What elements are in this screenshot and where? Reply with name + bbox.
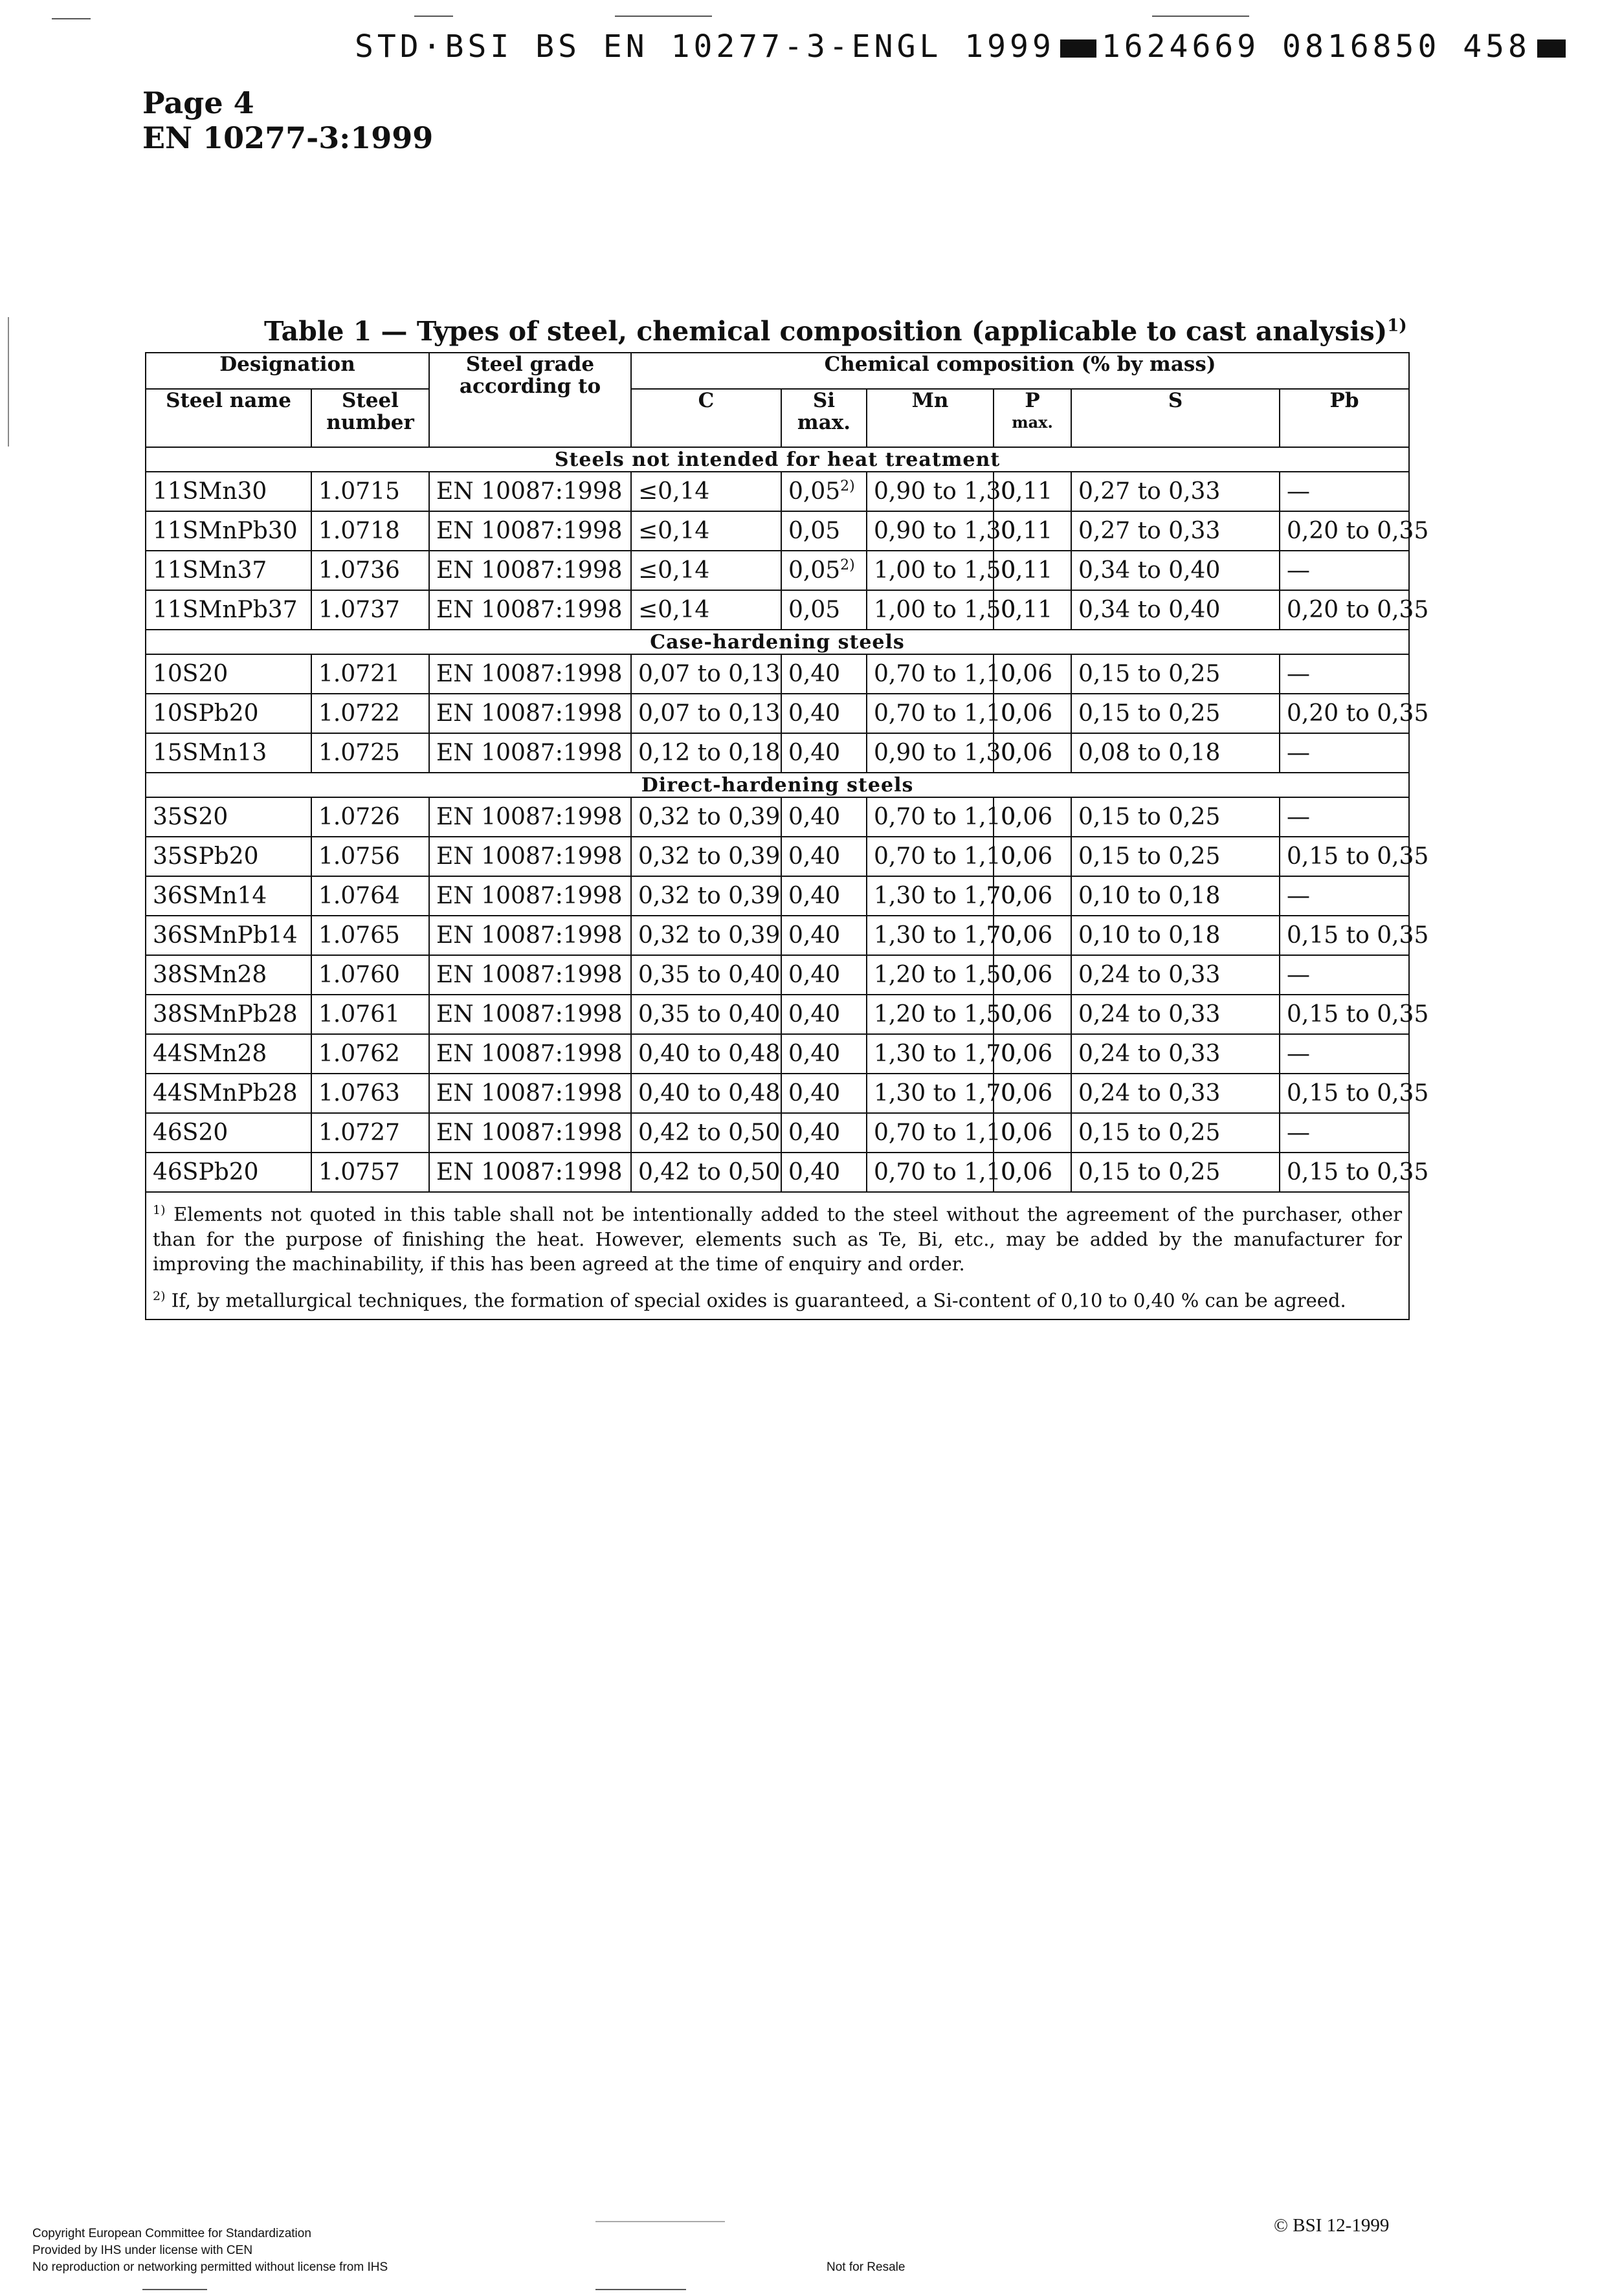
cell-si-value: 0,40 — [788, 740, 841, 766]
cell-grade: EN 10087:1998 — [429, 654, 631, 694]
footnote-1-text: Elements not quoted in this table shall not be intentionally added to the steel without the agreement of the purchaser, other than for the purpose of finishing the heat. However, elements such as Te, Bi, etc., may be added by the manufacturer for improving the machinability, if this has been agreed at the time of enquiry and order. — [153, 1203, 1403, 1275]
cell-si-value: 0,40 — [788, 883, 841, 909]
cell-pb: — — [1280, 1034, 1409, 1074]
cell-si — [781, 1113, 867, 1153]
document-stamp — [355, 28, 1566, 65]
cell-name: 11SMn37 — [146, 551, 311, 590]
scan-mark — [615, 16, 712, 17]
cell-pb: — — [1280, 876, 1409, 916]
cell-p: 0,06 — [994, 797, 1071, 837]
cell-number: 1.0757 — [311, 1153, 429, 1192]
cell-si — [781, 955, 867, 995]
cell-name: 35SPb20 — [146, 837, 311, 876]
cell-si — [781, 551, 867, 590]
cell-s: 0,15 to 0,25 — [1071, 1153, 1280, 1192]
cell-mn: 1,30 to 1,70 — [867, 1074, 994, 1113]
table-row — [146, 551, 1409, 590]
cell-number: 1.0736 — [311, 551, 429, 590]
cell-p: 0,06 — [994, 733, 1071, 773]
cell-p: 0,06 — [994, 1034, 1071, 1074]
header-mn: Mn — [867, 389, 994, 447]
table-row — [146, 797, 1409, 837]
steel-composition-table — [145, 352, 1429, 1320]
section-title: Direct-hardening steels — [146, 773, 1409, 797]
cell-grade: EN 10087:1998 — [429, 511, 631, 551]
cell-p: 0,06 — [994, 955, 1071, 995]
cell-si — [781, 995, 867, 1034]
header-p-max: max. — [1012, 413, 1053, 432]
cell-si — [781, 1034, 867, 1074]
cell-c: 0,42 to 0,50 — [631, 1113, 781, 1153]
cell-s: 0,10 to 0,18 — [1071, 916, 1280, 955]
cell-si — [781, 797, 867, 837]
table-row — [146, 837, 1409, 876]
cell-si — [781, 654, 867, 694]
cell-number: 1.0760 — [311, 955, 429, 995]
cell-number: 1.0727 — [311, 1113, 429, 1153]
copyright-line: Copyright European Committee for Standardization — [32, 2227, 311, 2240]
footnote-2-text: If, by metallurgical techniques, the formation of special oxides is guaranteed, a Si-content of 0,10 to 0,40 % can be agreed. — [171, 1289, 1346, 1312]
cell-number: 1.0762 — [311, 1034, 429, 1074]
cell-c: 0,32 to 0,39 — [631, 837, 781, 876]
cell-c: 0,32 to 0,39 — [631, 916, 781, 955]
cell-s: 0,15 to 0,25 — [1071, 797, 1280, 837]
cell-c: 0,32 to 0,39 — [631, 797, 781, 837]
scan-mark — [595, 2289, 686, 2290]
cell-s: 0,15 to 0,25 — [1071, 654, 1280, 694]
scan-mark — [1152, 16, 1249, 17]
cell-pb: 0,15 to 0,35 — [1280, 1074, 1409, 1113]
table-row — [146, 916, 1409, 955]
section-header-row — [146, 447, 1409, 472]
cell-p: 0,11 — [994, 472, 1071, 511]
header-designation: Designation — [146, 353, 429, 389]
cell-s: 0,34 to 0,40 — [1071, 551, 1280, 590]
cell-number: 1.0721 — [311, 654, 429, 694]
cell-si — [781, 694, 867, 733]
cell-si-value: 0,40 — [788, 661, 841, 687]
table-row — [146, 1074, 1409, 1113]
cell-c: ≤0,14 — [631, 511, 781, 551]
cell-p: 0,06 — [994, 1074, 1071, 1113]
cell-mn: 0,70 to 1,10 — [867, 837, 994, 876]
cell-si — [781, 511, 867, 551]
cell-si — [781, 916, 867, 955]
table-row — [146, 955, 1409, 995]
cell-si-value: 0,40 — [788, 843, 841, 870]
scan-mark — [414, 16, 453, 17]
table-title — [264, 316, 1429, 347]
cell-si-value: 0,40 — [788, 1120, 841, 1146]
table-row — [146, 590, 1409, 630]
cell-pb: — — [1280, 797, 1409, 837]
cell-grade: EN 10087:1998 — [429, 797, 631, 837]
cell-c: 0,07 to 0,13 — [631, 654, 781, 694]
cell-mn: 0,70 to 1,10 — [867, 797, 994, 837]
cell-s: 0,15 to 0,25 — [1071, 837, 1280, 876]
table-row — [146, 511, 1409, 551]
cell-name: 38SMn28 — [146, 955, 311, 995]
cell-pb: 0,20 to 0,35 — [1280, 511, 1409, 551]
header-steel-grade: Steel grade according to — [429, 353, 631, 447]
cell-si — [781, 733, 867, 773]
header-si-max: max. — [797, 411, 851, 434]
cell-si — [781, 876, 867, 916]
cell-s: 0,08 to 0,18 — [1071, 733, 1280, 773]
cell-p: 0,06 — [994, 654, 1071, 694]
cell-si-value: 0,05 — [788, 597, 841, 623]
cell-s: 0,24 to 0,33 — [1071, 1034, 1280, 1074]
table-row — [146, 995, 1409, 1034]
cell-c: ≤0,14 — [631, 590, 781, 630]
cell-si-value: 0,40 — [788, 1041, 841, 1067]
cell-c: 0,35 to 0,40 — [631, 955, 781, 995]
cell-p: 0,11 — [994, 551, 1071, 590]
cell-grade: EN 10087:1998 — [429, 1153, 631, 1192]
cell-s: 0,27 to 0,33 — [1071, 511, 1280, 551]
copyright-notice — [32, 2225, 388, 2276]
cell-si-value: 0,05 — [788, 518, 841, 544]
cell-number: 1.0764 — [311, 876, 429, 916]
cell-p: 0,06 — [994, 995, 1071, 1034]
stamp-end-mark — [1537, 39, 1566, 58]
cell-si-value: 0,05 — [788, 557, 841, 584]
stamp-text: STD·BSI BS EN 10277-3-ENGL 1999 — [355, 28, 1055, 65]
cell-mn: 1,30 to 1,70 — [867, 876, 994, 916]
cell-number: 1.0756 — [311, 837, 429, 876]
cell-si — [781, 837, 867, 876]
scan-mark — [52, 18, 91, 19]
footnote-1 — [153, 1198, 1402, 1276]
page-identifier — [142, 85, 433, 155]
cell-c: 0,40 to 0,48 — [631, 1074, 781, 1113]
cell-p: 0,06 — [994, 916, 1071, 955]
cell-mn: 1,20 to 1,50 — [867, 995, 994, 1034]
table-body — [146, 447, 1429, 1192]
cell-name: 44SMnPb28 — [146, 1074, 311, 1113]
footnote-2 — [153, 1284, 1402, 1313]
cell-mn: 1,00 to 1,50 — [867, 551, 994, 590]
cell-mn: 1,00 to 1,50 — [867, 590, 994, 630]
stamp-codes: 1624669 0816850 458 — [1101, 28, 1531, 65]
header-steel-name: Steel name — [146, 389, 311, 447]
cell-grade: EN 10087:1998 — [429, 876, 631, 916]
cell-grade: EN 10087:1998 — [429, 694, 631, 733]
cell-grade: EN 10087:1998 — [429, 733, 631, 773]
cell-grade: EN 10087:1998 — [429, 551, 631, 590]
cell-mn: 1,20 to 1,50 — [867, 955, 994, 995]
cell-name: 35S20 — [146, 797, 311, 837]
cell-pb: 0,20 to 0,35 — [1280, 694, 1409, 733]
cell-name: 36SMn14 — [146, 876, 311, 916]
cell-p: 0,06 — [994, 1153, 1071, 1192]
table-title-note: 1) — [1387, 316, 1407, 336]
footnotes-row — [146, 1192, 1409, 1319]
cell-name: 46S20 — [146, 1113, 311, 1153]
cell-si-value: 0,40 — [788, 1080, 841, 1107]
header-p — [994, 389, 1071, 447]
section-header-row — [146, 773, 1409, 797]
copyright-line: No reproduction or networking permitted without license from IHS — [32, 2260, 388, 2274]
cell-c: 0,40 to 0,48 — [631, 1034, 781, 1074]
cell-si-value: 0,05 — [788, 478, 841, 505]
cell-mn: 0,70 to 1,10 — [867, 1113, 994, 1153]
cell-s: 0,10 to 0,18 — [1071, 876, 1280, 916]
cell-s: 0,34 to 0,40 — [1071, 590, 1280, 630]
cell-pb: — — [1280, 1113, 1409, 1153]
cell-si — [781, 590, 867, 630]
footnote-2-mark: 2) — [153, 1288, 166, 1303]
cell-si-value: 0,40 — [788, 922, 841, 949]
cell-number: 1.0725 — [311, 733, 429, 773]
cell-s: 0,15 to 0,25 — [1071, 1113, 1280, 1153]
section-header-row — [146, 630, 1409, 654]
cell-c: ≤0,14 — [631, 551, 781, 590]
cell-name: 10S20 — [146, 654, 311, 694]
header-s: S — [1071, 389, 1280, 447]
cell-si — [781, 472, 867, 511]
cell-pb: — — [1280, 472, 1409, 511]
cell-mn: 0,70 to 1,10 — [867, 694, 994, 733]
cell-c: 0,07 to 0,13 — [631, 694, 781, 733]
cell-p: 0,06 — [994, 837, 1071, 876]
cell-c: 0,35 to 0,40 — [631, 995, 781, 1034]
cell-name: 36SMnPb14 — [146, 916, 311, 955]
bsi-copyright: © BSI 12-1999 — [1274, 2215, 1390, 2236]
cell-pb: 0,15 to 0,35 — [1280, 995, 1409, 1034]
cell-mn: 0,70 to 1,10 — [867, 1153, 994, 1192]
cell-mn: 0,90 to 1,30 — [867, 472, 994, 511]
table-row — [146, 654, 1409, 694]
cell-mn: 0,90 to 1,30 — [867, 733, 994, 773]
header-steel-number: Steel number — [311, 389, 429, 447]
table-row — [146, 1153, 1409, 1192]
standard-number: EN 10277-3:1999 — [142, 120, 434, 155]
table-row — [146, 876, 1409, 916]
table-header-row — [146, 353, 1409, 389]
not-for-resale: Not for Resale — [827, 2260, 905, 2274]
cell-name: 10SPb20 — [146, 694, 311, 733]
cell-pb: — — [1280, 955, 1409, 995]
cell-si — [781, 1074, 867, 1113]
cell-grade: EN 10087:1998 — [429, 1034, 631, 1074]
table-title-text: Table 1 — Types of steel, chemical composition (applicable to cast analysis) — [264, 316, 1388, 347]
cell-si-note: 2) — [840, 557, 855, 573]
cell-p: 0,11 — [994, 590, 1071, 630]
cell-mn: 0,70 to 1,10 — [867, 654, 994, 694]
cell-number: 1.0722 — [311, 694, 429, 733]
cell-pb: 0,15 to 0,35 — [1280, 837, 1409, 876]
cell-s: 0,24 to 0,33 — [1071, 1074, 1280, 1113]
cell-number: 1.0726 — [311, 797, 429, 837]
cell-number: 1.0737 — [311, 590, 429, 630]
cell-number: 1.0763 — [311, 1074, 429, 1113]
cell-si-value: 0,40 — [788, 1159, 841, 1186]
cell-grade: EN 10087:1998 — [429, 472, 631, 511]
cell-pb: 0,20 to 0,35 — [1280, 590, 1409, 630]
cell-si — [781, 1153, 867, 1192]
scan-mark — [8, 317, 9, 447]
scan-mark — [142, 2289, 207, 2290]
cell-grade: EN 10087:1998 — [429, 955, 631, 995]
cell-mn: 0,90 to 1,30 — [867, 511, 994, 551]
header-p-label: P — [1025, 389, 1040, 412]
cell-grade: EN 10087:1998 — [429, 1074, 631, 1113]
cell-s: 0,24 to 0,33 — [1071, 955, 1280, 995]
cell-p: 0,06 — [994, 876, 1071, 916]
cell-si-value: 0,40 — [788, 700, 841, 727]
section-title: Case-hardening steels — [146, 630, 1409, 654]
cell-name: 11SMnPb30 — [146, 511, 311, 551]
cell-s: 0,15 to 0,25 — [1071, 694, 1280, 733]
cell-c: 0,42 to 0,50 — [631, 1153, 781, 1192]
cell-grade: EN 10087:1998 — [429, 916, 631, 955]
cell-c: ≤0,14 — [631, 472, 781, 511]
cell-c: 0,32 to 0,39 — [631, 876, 781, 916]
header-si-label: Si — [812, 389, 836, 412]
section-title: Steels not intended for heat treatment — [146, 447, 1409, 472]
table-footnotes — [146, 1192, 1409, 1319]
cell-pb: 0,15 to 0,35 — [1280, 1153, 1409, 1192]
cell-p: 0,11 — [994, 511, 1071, 551]
cell-name: 46SPb20 — [146, 1153, 311, 1192]
cell-p: 0,06 — [994, 1113, 1071, 1153]
cell-grade: EN 10087:1998 — [429, 837, 631, 876]
cell-grade: EN 10087:1998 — [429, 1113, 631, 1153]
header-si — [781, 389, 867, 447]
cell-pb: — — [1280, 551, 1409, 590]
cell-number: 1.0718 — [311, 511, 429, 551]
cell-pb: — — [1280, 654, 1409, 694]
cell-p: 0,06 — [994, 694, 1071, 733]
header-chemical-composition: Chemical composition (% by mass) — [631, 353, 1409, 389]
header-c: C — [631, 389, 781, 447]
stamp-block-mark — [1060, 39, 1096, 58]
cell-si-value: 0,40 — [788, 804, 841, 830]
cell-grade: EN 10087:1998 — [429, 995, 631, 1034]
cell-si-value: 0,40 — [788, 1001, 841, 1028]
page-label: Page 4 — [142, 85, 254, 120]
cell-name: 11SMn30 — [146, 472, 311, 511]
cell-c: 0,12 to 0,18 — [631, 733, 781, 773]
table-row — [146, 733, 1409, 773]
cell-si-note: 2) — [840, 478, 855, 494]
cell-mn: 1,30 to 1,70 — [867, 1034, 994, 1074]
footnote-1-mark: 1) — [153, 1203, 166, 1217]
cell-number: 1.0761 — [311, 995, 429, 1034]
cell-si-value: 0,40 — [788, 962, 841, 988]
cell-pb: — — [1280, 733, 1409, 773]
table-row — [146, 694, 1409, 733]
cell-mn: 1,30 to 1,70 — [867, 916, 994, 955]
cell-name: 38SMnPb28 — [146, 995, 311, 1034]
cell-name: 11SMnPb37 — [146, 590, 311, 630]
cell-s: 0,24 to 0,33 — [1071, 995, 1280, 1034]
cell-name: 44SMn28 — [146, 1034, 311, 1074]
cell-grade: EN 10087:1998 — [429, 590, 631, 630]
table-subheader-row — [146, 389, 1409, 447]
scan-mark — [595, 2221, 725, 2222]
table-row — [146, 1034, 1409, 1074]
table-row — [146, 472, 1409, 511]
table-row — [146, 1113, 1409, 1153]
cell-pb: 0,15 to 0,35 — [1280, 916, 1409, 955]
cell-name: 15SMn13 — [146, 733, 311, 773]
cell-number: 1.0765 — [311, 916, 429, 955]
cell-number: 1.0715 — [311, 472, 429, 511]
header-pb: Pb — [1280, 389, 1409, 447]
copyright-line: Provided by IHS under license with CEN — [32, 2244, 253, 2257]
cell-s: 0,27 to 0,33 — [1071, 472, 1280, 511]
